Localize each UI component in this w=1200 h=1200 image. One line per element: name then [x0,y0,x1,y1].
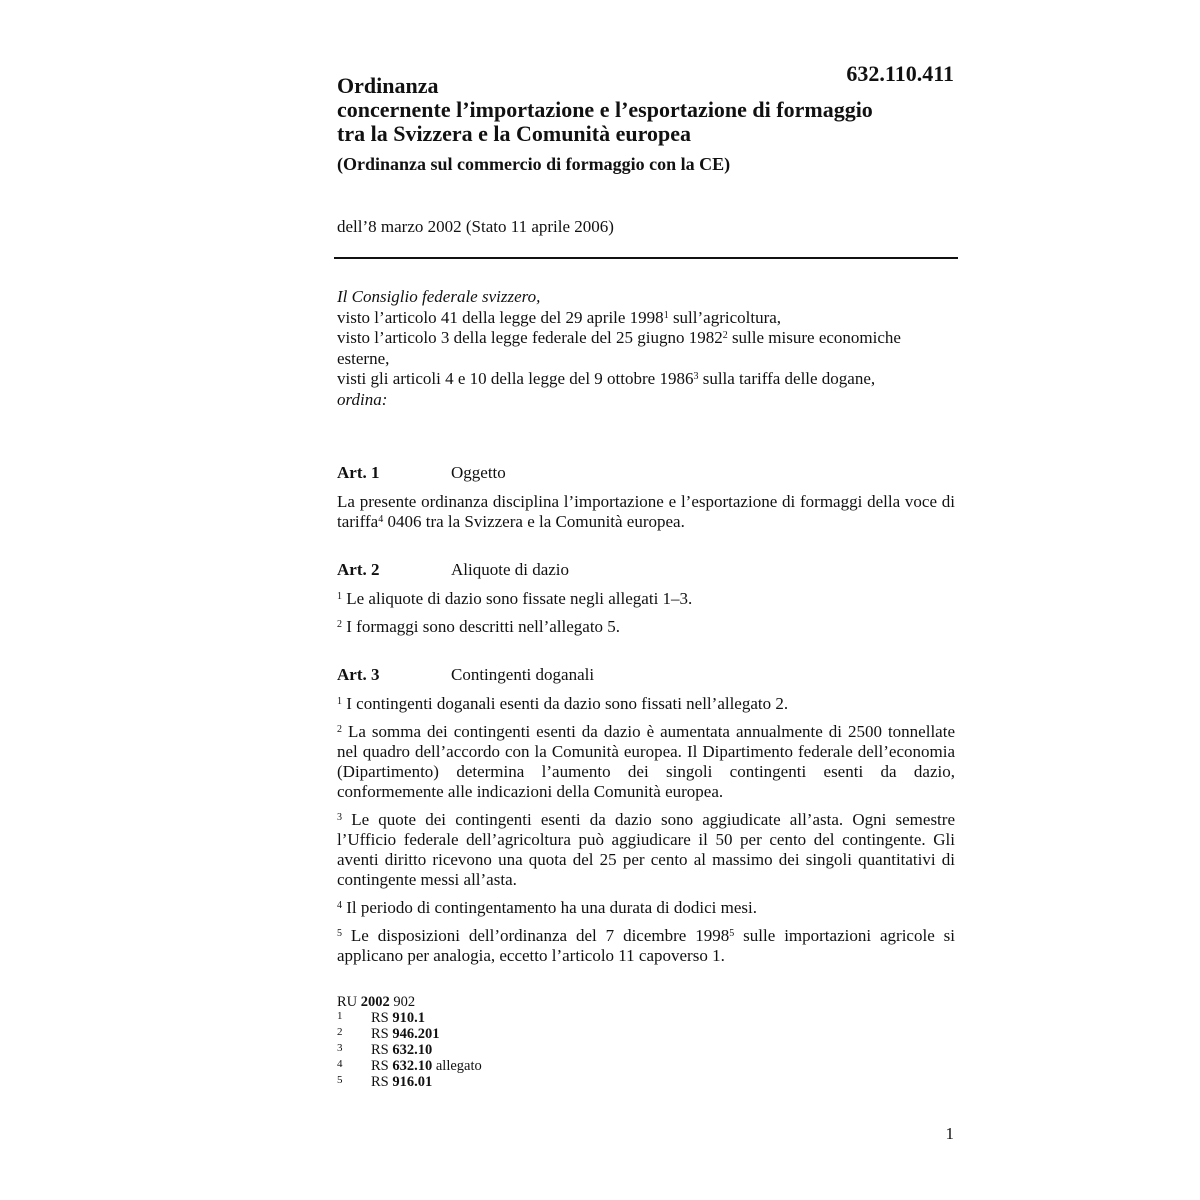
article-1 [337,463,955,540]
article-paragraph [337,589,955,609]
preamble-text: visto l’articolo 3 della legge federale del 25 giugno 1982 [337,328,723,347]
footnote-ref-text: 632.10 [392,1042,433,1058]
article-number: Art. 1 [337,463,380,482]
article-paragraph [337,722,955,802]
article-number: Art. 3 [337,665,380,684]
paragraph-number: 3 [337,812,342,823]
paragraph-number: 2 [337,619,342,630]
paragraph-text: Le aliquote di dazio sono fissate negli allegati 1–3. [342,589,693,608]
preamble-line [337,328,957,369]
preamble-line [337,369,957,390]
document-title [337,74,957,146]
article-number: Art. 2 [337,560,380,579]
footnote-ref-text: 946.201 [392,1026,440,1042]
article-title: Contingenti doganali [451,665,595,684]
paragraph-text: La somma dei contingenti esenti da dazio è aumentata annualmente di 2500 tonnellate nel quadro dell’accordo con la Comunità europea. Il Dipartimento federale dell’economia (Dipartimento) determina l’aumento dei singoli contingenti esenti da dazio, conformemente alle indicazioni della Comunità europea. [337,722,955,801]
ru-prefix: RU [337,994,361,1010]
article-title: Aliquote di dazio [451,560,570,579]
footnote-ref[interactable]: 2 [722,330,728,341]
page-number: 1 [945,1124,954,1143]
paragraph-text: Le quote dei contingenti esenti da dazio sono aggiudicate all’asta. Ogni semestre l’Ufficio federale dell’agricoltura può aggiudicare il 50 per cento del contingente. Gli aventi diritto ricevono una quota del 25 per cento al massimo dei singoli quantitativi di contingente messi all’asta. [337,810,955,889]
ru-year: 2002 [360,994,390,1010]
title-line: Ordinanza [337,73,439,98]
preamble-line [337,308,957,329]
paragraph-number: 4 [337,900,342,911]
document-date: dell’8 marzo 2002 (Stato 11 aprile 2006) [337,217,614,236]
footnote-prefix: RS [371,1010,393,1026]
paragraph-text: sulle importazioni agricole si applicano per analogia, eccetto l’articolo 11 capoverso 1. [337,926,955,965]
ru-page: 902 [389,994,416,1010]
footnote-prefix: RS [371,1058,393,1074]
paragraph-number: 2 [337,724,342,735]
footnotes [337,994,737,1090]
preamble-text: sull’agricoltura, [668,307,782,327]
article-paragraph [337,926,955,966]
footnote [337,1042,737,1058]
preamble-authority: Il Consiglio federale svizzero, [337,287,541,306]
preamble [337,287,957,410]
sr-number: 632.110.411 [846,61,954,86]
footnote-ref[interactable]: 4 [378,514,384,525]
article-paragraph [337,898,955,918]
official-collection-ref [337,994,737,1010]
footnote [337,1026,737,1042]
document-subtitle: (Ordinanza sul commercio di formaggio con la CE) [337,154,731,174]
paragraph-number: 5 [337,928,342,939]
footnote [337,1074,737,1090]
article-title: Oggetto [451,463,506,482]
article-heading [337,560,955,580]
article-2 [337,560,955,645]
paragraph-text: Le disposizioni dell’ordinanza del 7 dicembre 1998 [342,926,730,945]
footnote-ref[interactable]: 3 [693,371,699,382]
paragraph-text: 0406 tra la Svizzera e la Comunità europea. [383,512,685,531]
footnote-suffix: allegato [432,1058,482,1074]
article-heading [337,665,955,685]
paragraph-text: I formaggi sono descritti nell’allegato 5. [342,617,621,636]
footnote-number: 2 [337,1026,343,1038]
footnote-ref[interactable]: 5 [729,928,735,939]
footnote-number: 4 [337,1058,343,1070]
preamble-text: visti gli articoli 4 e 10 della legge del 9 ottobre 1986 [337,369,694,388]
article-heading [337,463,955,483]
paragraph-text: I contingenti doganali esenti da dazio sono fissati nell’allegato 2. [342,694,789,713]
footnote-ref-text: 916.01 [392,1074,433,1090]
paragraph-text: La presente ordinanza disciplina l’importazione e l’esportazione di formaggi della voce di tariffa [337,492,955,531]
footnote-prefix: RS [371,1042,393,1058]
footnote-number: 5 [337,1074,343,1086]
preamble-text: sulle misure economiche esterne, [337,328,901,368]
footnote [337,1058,737,1074]
article-paragraph [337,810,955,890]
paragraph-number: 1 [337,696,342,707]
footnote [337,1010,737,1026]
preamble-decree: ordina: [337,389,388,409]
header-divider [334,257,958,259]
footnote-prefix: RS [371,1074,393,1090]
preamble-text: sulla tariffa delle dogane, [698,369,876,388]
footnote-ref-text: 632.10 [392,1058,433,1074]
article-3 [337,665,955,974]
footnote-number: 3 [337,1042,343,1054]
footnote-ref[interactable]: 1 [663,309,669,321]
article-paragraph [337,492,955,532]
footnote-prefix: RS [371,1026,393,1042]
title-line: concernente l’importazione e l’esportazione di formaggio [337,97,873,122]
preamble-text: visto l’articolo 41 della legge del 29 aprile 1998 [337,307,664,327]
footnote-number: 1 [337,1010,343,1022]
paragraph-text: Il periodo di contingentamento ha una durata di dodici mesi. [342,898,757,917]
title-line: tra la Svizzera e la Comunità europea [337,121,691,146]
article-paragraph [337,617,955,637]
article-paragraph [337,694,955,714]
paragraph-number: 1 [337,591,342,602]
footnote-ref-text: 910.1 [392,1010,425,1026]
